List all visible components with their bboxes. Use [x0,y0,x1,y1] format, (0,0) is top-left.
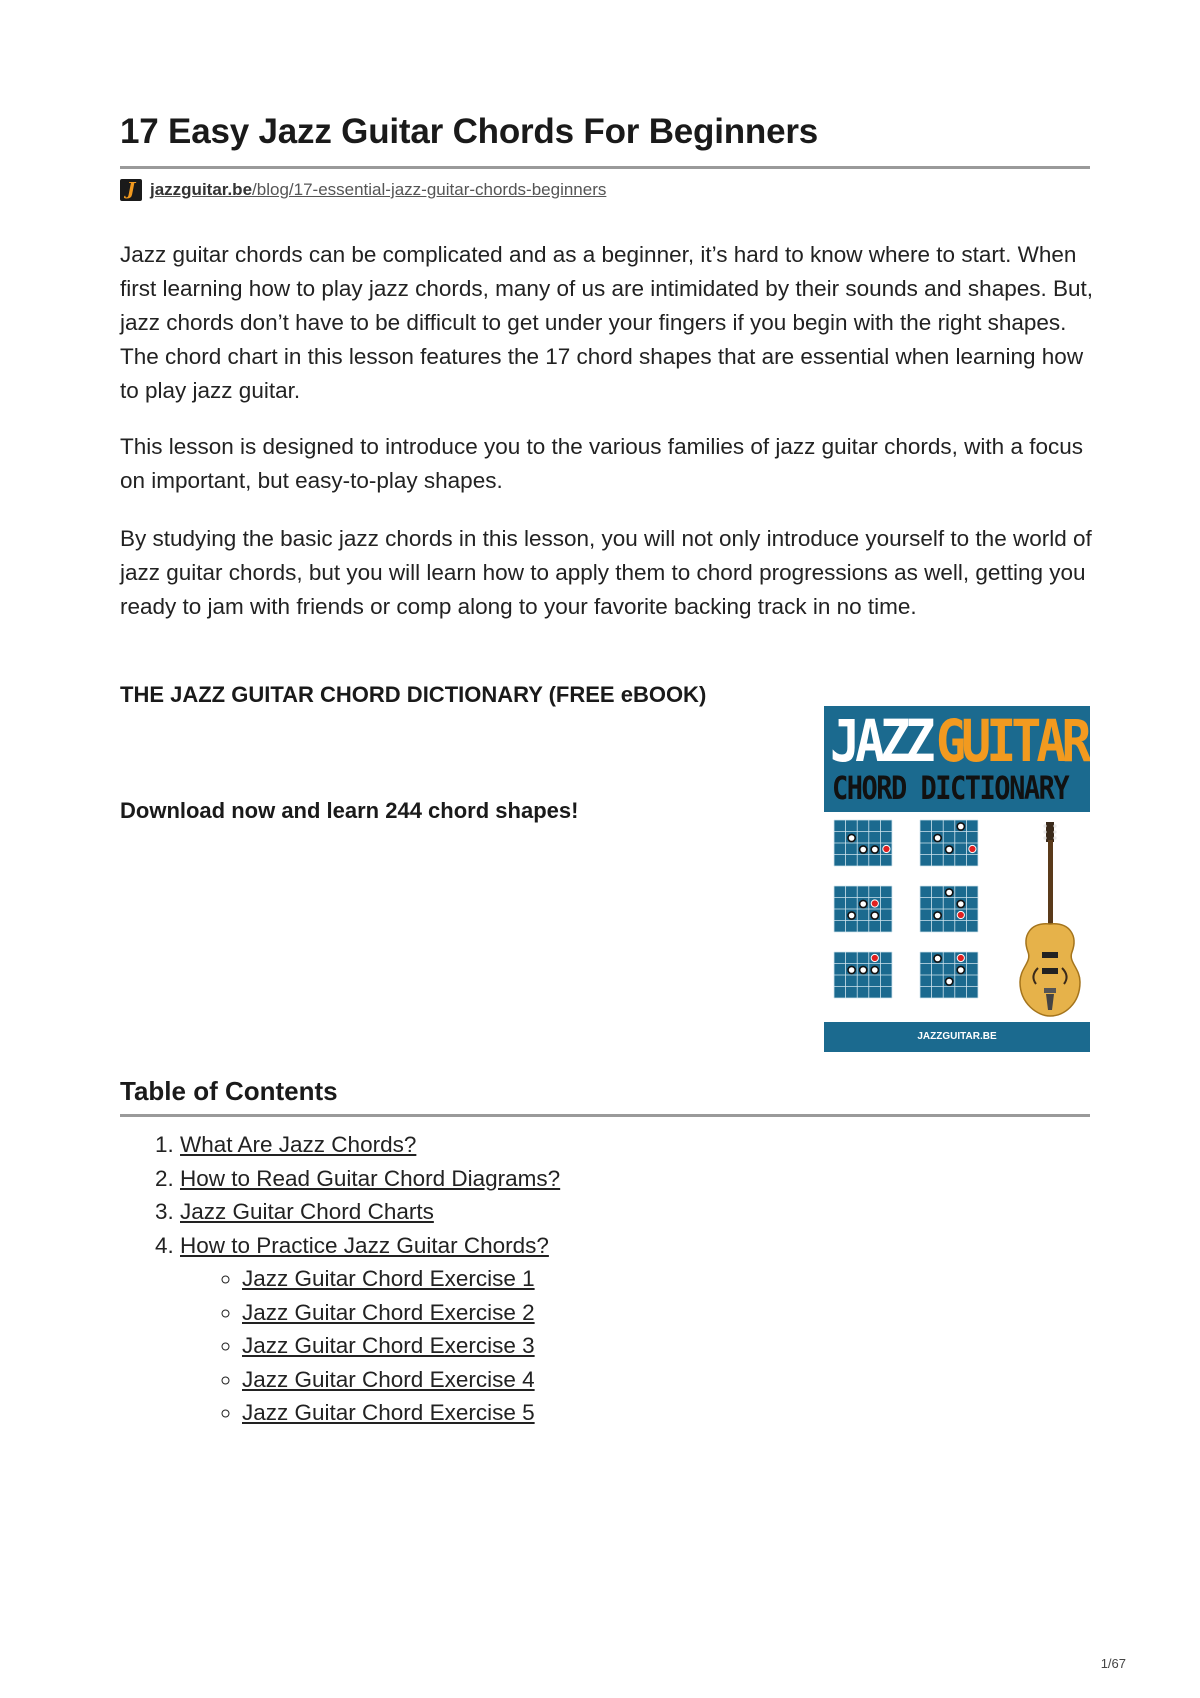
chord-finger-dot [860,966,867,973]
chord-finger-dot [934,912,941,919]
cover-chord-diagrams-and-guitar-icon [824,812,1090,1034]
site-favicon-icon: J [120,179,142,201]
toc-subitem [242,1262,1090,1296]
ebook-heading: THE JAZZ GUITAR CHORD DICTIONARY (FREE eBOOK) [120,682,707,707]
chord-finger-dot [871,912,878,919]
chord-root-dot [957,954,964,961]
title-divider [120,166,1090,169]
toc-link-practice-chords[interactable]: How to Practice Jazz Guitar Chords? [180,1232,549,1258]
intro-paragraph-2: This lesson is designed to introduce you to the various families of jazz guitar chords, with a focus on important, but easy-to-play shapes. [120,434,1083,493]
toc-subitem [242,1396,1090,1430]
chord-finger-dot [848,912,855,919]
guitar-icon [1020,822,1080,1016]
chord-diagram-thumbnail [920,886,978,932]
toc-link-exercise-1[interactable]: Jazz Guitar Chord Exercise 1 [242,1266,535,1291]
cover-word-guitar: GUITAR [936,708,1087,775]
chord-root-dot [883,845,890,852]
chord-diagram-thumbnail [920,952,978,998]
chord-diagram-thumbnail [834,886,892,932]
toc-link-read-chord-diagrams[interactable]: How to Read Guitar Chord Diagrams? [180,1165,561,1191]
toc-link-exercise-4[interactable]: Jazz Guitar Chord Exercise 4 [242,1366,535,1392]
chord-finger-dot [957,966,964,973]
table-of-contents [120,1128,1090,1430]
chord-root-dot [957,911,964,918]
cover-art-area [824,812,1090,1034]
toc-link-exercise-2[interactable]: Jazz Guitar Chord Exercise 2 [242,1299,535,1325]
chord-root-dot [871,900,878,907]
chord-finger-dot [848,834,855,841]
source-link[interactable] [150,180,606,200]
chord-finger-dot [957,900,964,907]
toc-heading: Table of Contents [120,1076,338,1106]
toc-item [180,1128,1090,1162]
chord-finger-dot [946,889,953,896]
chord-finger-dot [848,966,855,973]
toc-item [180,1229,1090,1430]
cover-subtitle: CHORD DICTIONARY [832,770,1069,808]
toc-subitem [242,1296,1090,1330]
toc-list [120,1128,1090,1430]
intro-paragraph-3: By studying the basic jazz chords in this lesson, you will not only introduce yourself to the world of jazz guitar chords, but you will learn how to apply them to chord progressions as well, getting you ready to jam with friends or comp along to your favorite backing track in no time. [120,526,1092,619]
toc-subitem [242,1363,1090,1397]
chord-finger-dot [946,978,953,985]
chord-finger-dot [934,834,941,841]
toc-link-exercise-5[interactable]: Jazz Guitar Chord Exercise 5 [242,1400,535,1425]
chord-diagram-thumbnail [834,952,892,998]
chord-finger-dot [934,955,941,962]
article-title: 17 Easy Jazz Guitar Chords For Beginners [120,112,819,151]
chord-root-dot [871,954,878,961]
toc-item [180,1162,1090,1196]
chord-finger-dot [957,823,964,830]
page-number: 1/67 [1100,1656,1126,1671]
cover-footer: JAZZGUITAR.BE [824,1022,1090,1052]
toc-divider [120,1114,1090,1117]
cover-word-jazz: JAZZ [830,708,931,775]
chord-finger-dot [946,846,953,853]
toc-link-what-are-jazz-chords[interactable]: What Are Jazz Chords? [180,1132,417,1157]
toc-subitem [242,1329,1090,1363]
chord-finger-dot [871,846,878,853]
source-path: /blog/17-essential-jazz-guitar-chords-beginners [252,180,607,199]
source-line [120,178,606,202]
toc-link-exercise-3[interactable]: Jazz Guitar Chord Exercise 3 [242,1333,535,1358]
chord-diagram-thumbnail [834,820,892,866]
chord-root-dot [969,845,976,852]
chord-diagram-thumbnail [920,820,978,866]
source-domain: jazzguitar.be [150,180,253,199]
toc-item [180,1195,1090,1229]
toc-sublist [180,1262,1090,1430]
chord-finger-dot [860,900,867,907]
chord-finger-dot [871,966,878,973]
toc-link-chord-charts[interactable]: Jazz Guitar Chord Charts [180,1199,434,1224]
intro-paragraph-1: Jazz guitar chords can be complicated and as a beginner, it’s hard to know where to start. When first learning how to play jazz chords, many of us are intimidated by their sounds and shapes. But, jazz chords don’t have to be difficult to get under your fingers if you begin with the right shapes. The chord chart in this lesson features the 17 chord shapes that are essential when learning how to play jazz guitar. [120,242,1094,403]
ebook-cover-image[interactable] [824,706,1090,1052]
chord-finger-dot [860,846,867,853]
ebook-download-cta: Download now and learn 244 chord shapes! [120,798,579,823]
